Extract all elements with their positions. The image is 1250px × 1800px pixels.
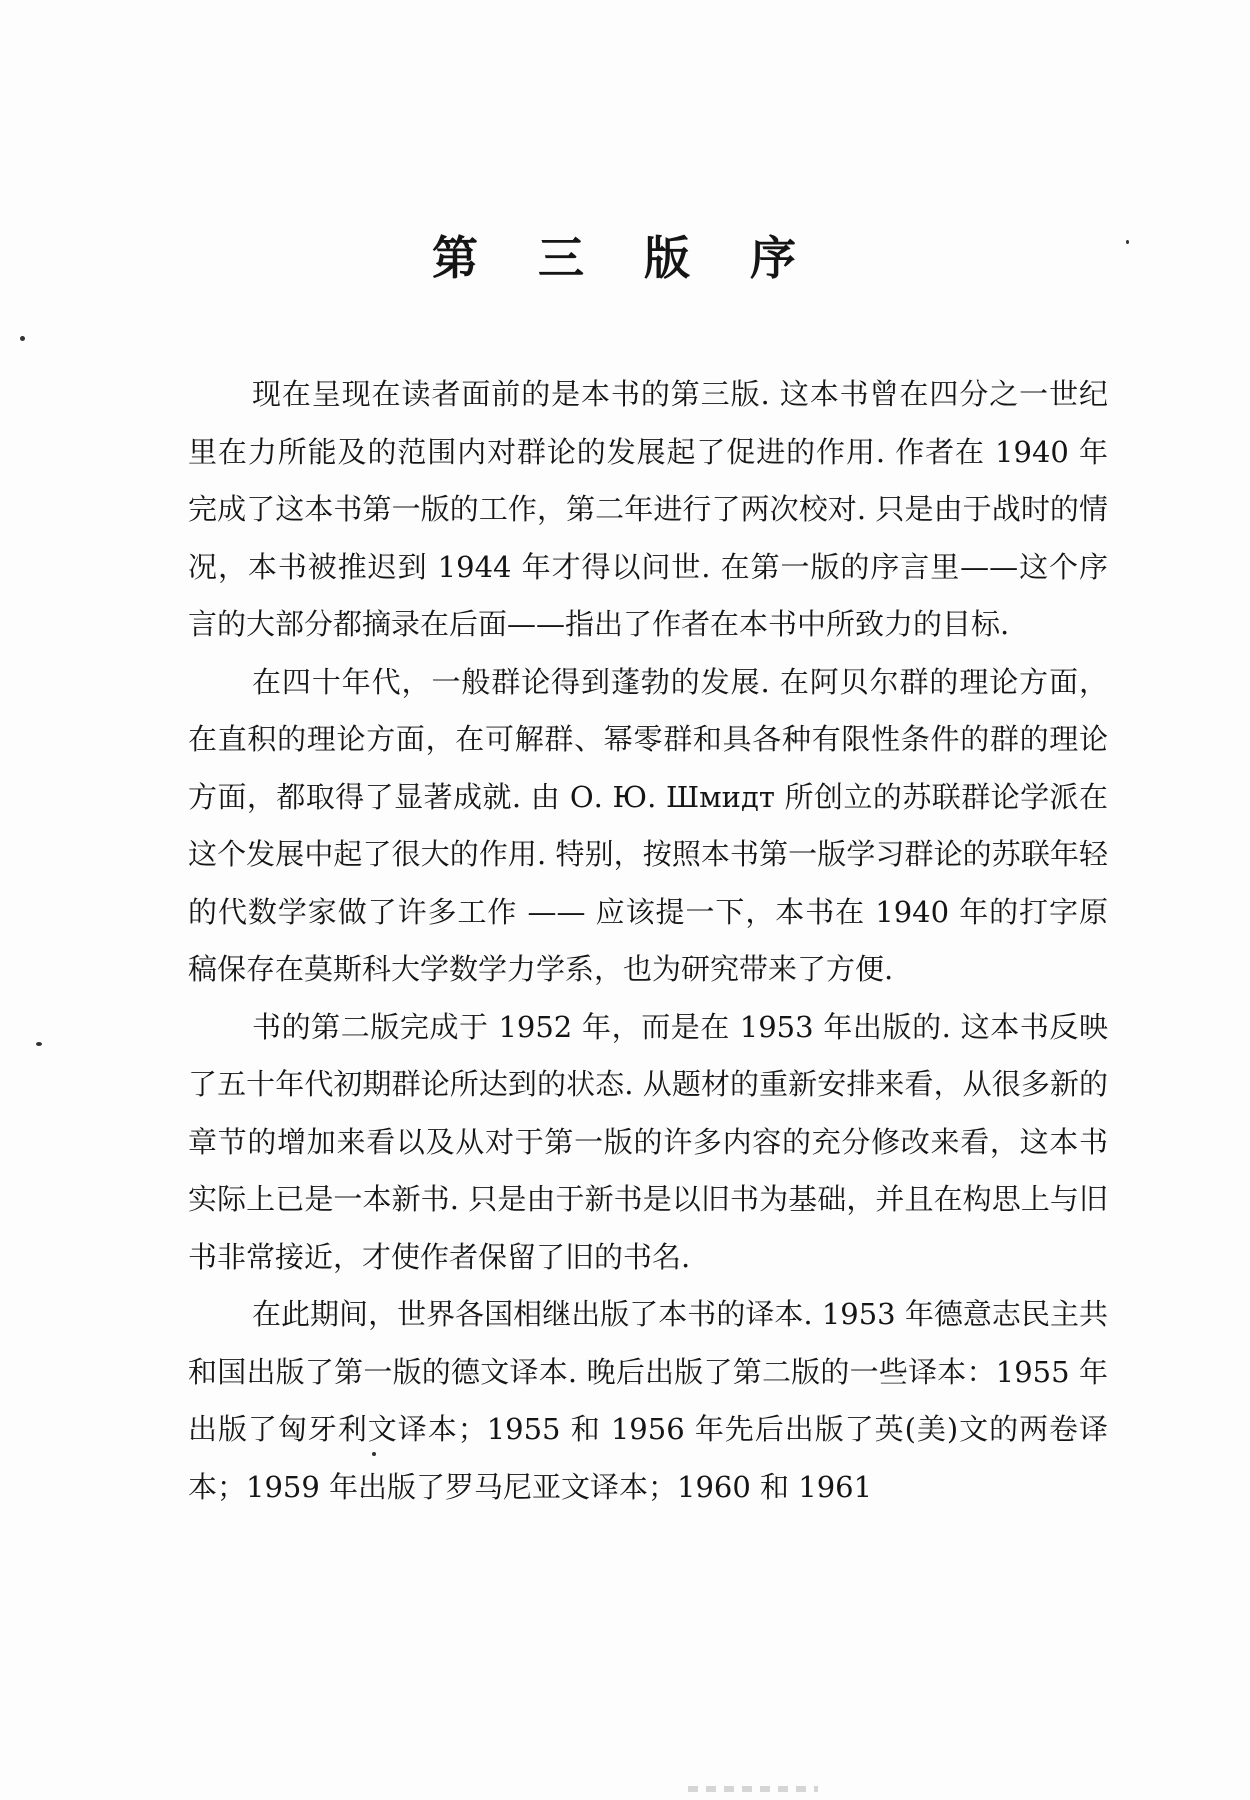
scan-speck: [372, 1452, 376, 1456]
scan-speck: [20, 336, 25, 341]
page-title: 第 三 版 序: [431, 231, 819, 285]
body-text: [188, 366, 1108, 1516]
scan-speck: [1126, 240, 1129, 244]
scan-speck: [36, 1042, 42, 1046]
paragraph-3: 书的第二版完成于 1952 年，而是在 1953 年出版的. 这本书反映了五十年代初期群论所达到的状态. 从题材的重新安排来看，从很多新的章节的增加来看以及从对于第一版的许多内容的充分修改来看，这本书实际上已是一本新书. 只是由于新书是以旧书为基础，并且在构思上与旧书非常接近，才使作者保留了旧的书名.: [188, 1009, 1108, 1274]
scan-smudge: [688, 1786, 818, 1792]
paragraph-1: 现在呈现在读者面前的是本书的第三版. 这本书曾在四分之一世纪里在力所能及的范围内对群论的发展起了促进的作用. 作者在 1940 年完成了这本书第一版的工作，第二年进行了两次校对. 只是由于战时的情况，本书被推迟到 1944 年才得以问世. 在第一版的序言里——这个序言的大部分都摘录在后面——指出了作者在本书中所致力的目标.: [188, 377, 1108, 641]
paragraph-4: 在此期间，世界各国相继出版了本书的译本. 1953 年德意志民主共和国出版了第一版的德文译本. 晚后出版了第二版的一些译本：1955 年出版了匈牙利文译本；1955 和 1956 年先后出版了英(美)文的两卷译本；1959 年出版了罗马尼亚文译本；1960 和 1961: [188, 1297, 1108, 1504]
paragraph-2: 在四十年代，一般群论得到蓬勃的发展. 在阿贝尔群的理论方面，在直积的理论方面，在可解群、幂零群和具各种有限性条件的群的理论方面，都取得了显著成就. 由 О. Ю. Шмидт 所创立的苏联群论学派在这个发展中起了很大的作用. 特别，按照本书第一版学习群论的苏联年轻的代数学家做了许多工作 —— 应该提一下，本书在 1940 年的打字原稿保存在莫斯科大学数学力学系，也为研究带来了方便.: [188, 664, 1108, 986]
